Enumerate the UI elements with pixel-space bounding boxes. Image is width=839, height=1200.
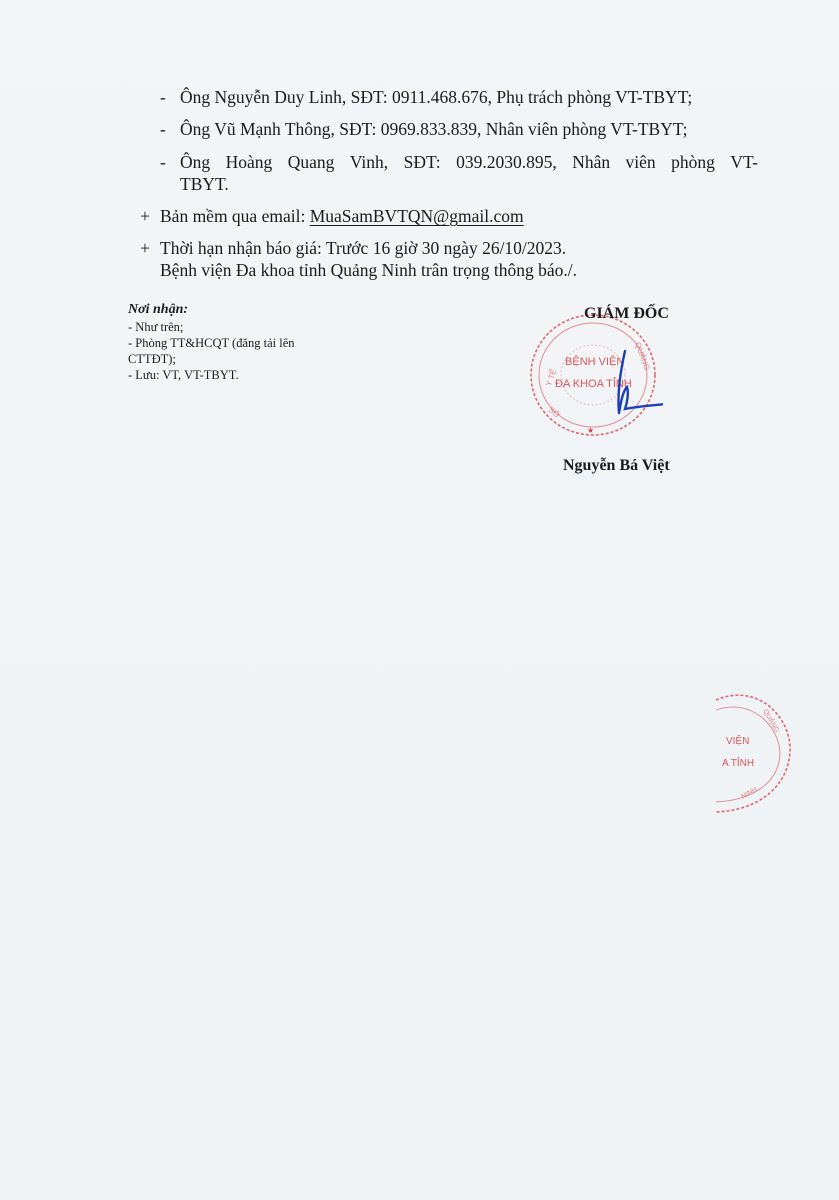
- email-item-text: [160, 205, 524, 227]
- word: Ông: [180, 152, 211, 172]
- word: 039.2030.895,: [456, 152, 557, 172]
- recipient-item: - Phòng TT&HCQT (đăng tải lên: [128, 336, 295, 350]
- contact-line-3-continuation: TBYT.: [180, 174, 229, 194]
- word: Vinh,: [349, 152, 389, 172]
- partial-edge-stamp: [708, 688, 798, 816]
- recipient-item: - Lưu: VT, VT-TBYT.: [128, 368, 239, 382]
- partial-stamp-line-2: A TỈNH: [722, 758, 755, 769]
- contact-line-2: [160, 118, 760, 140]
- contact-line-1: [160, 86, 760, 108]
- stamp-ring-right: QUẢNG: [633, 340, 652, 372]
- partial-stamp-line-1: VIỆN: [726, 736, 750, 747]
- stamp-ring-bottom: SỞ: [546, 405, 562, 420]
- word: phòng: [671, 152, 715, 172]
- recipient-item: - Như trên;: [128, 320, 184, 334]
- word: viên: [625, 152, 656, 172]
- stamp-line-2: ĐA KHOA TỈNH: [555, 378, 632, 390]
- stamp-ring-left: Y TẾ: [544, 367, 559, 388]
- deadline-text: Thời hạn nhận báo giá: Trước 16 giờ 30 ngày 26/10/2023.: [160, 238, 567, 258]
- bullet-dash: -: [160, 152, 166, 172]
- bullet-plus: +: [140, 206, 150, 226]
- official-stamp: [527, 309, 663, 439]
- email-item: [140, 205, 640, 227]
- stamp-line-1: BỆNH VIỆN: [565, 356, 625, 368]
- bullet-dash: -: [160, 119, 166, 139]
- word: Nhân: [572, 152, 611, 172]
- partial-stamp-ring-bottom: NINH: [740, 786, 759, 801]
- recipient-item: CTTĐT);: [128, 352, 176, 366]
- email-label: Bản mềm qua email:: [160, 206, 310, 226]
- recipients-heading: Nơi nhận:: [128, 302, 189, 317]
- signer-title: GIÁM ĐỐC: [584, 305, 669, 322]
- recipients-block: [128, 301, 378, 383]
- contact-line-3: [160, 151, 760, 173]
- partial-stamp-ring: QUẢNG: [761, 708, 781, 735]
- bullet-plus: +: [140, 238, 150, 258]
- contact-text: Ông Nguyễn Duy Linh, SĐT: 0911.468.676, Phụ trách phòng VT-TBYT;: [180, 87, 693, 107]
- stamp-star: ★: [587, 426, 595, 435]
- bullet-dash: -: [160, 87, 166, 107]
- deadline-item: [140, 237, 680, 259]
- word: VT-: [730, 152, 758, 172]
- email-link[interactable]: MuaSamBVTQN@gmail.com: [309, 206, 524, 226]
- contact-text: Ông Vũ Mạnh Thông, SĐT: 0969.833.839, Nhân viên phòng VT-TBYT;: [180, 119, 688, 139]
- closing-statement: Bệnh viện Đa khoa tỉnh Quảng Ninh trân trọng thông báo./.: [160, 260, 578, 280]
- signer-name: Nguyễn Bá Việt: [563, 457, 670, 474]
- word: Hoàng: [225, 152, 273, 172]
- contact-text-justified: [180, 151, 758, 173]
- word: SĐT:: [403, 152, 441, 172]
- word: Quang: [287, 152, 335, 172]
